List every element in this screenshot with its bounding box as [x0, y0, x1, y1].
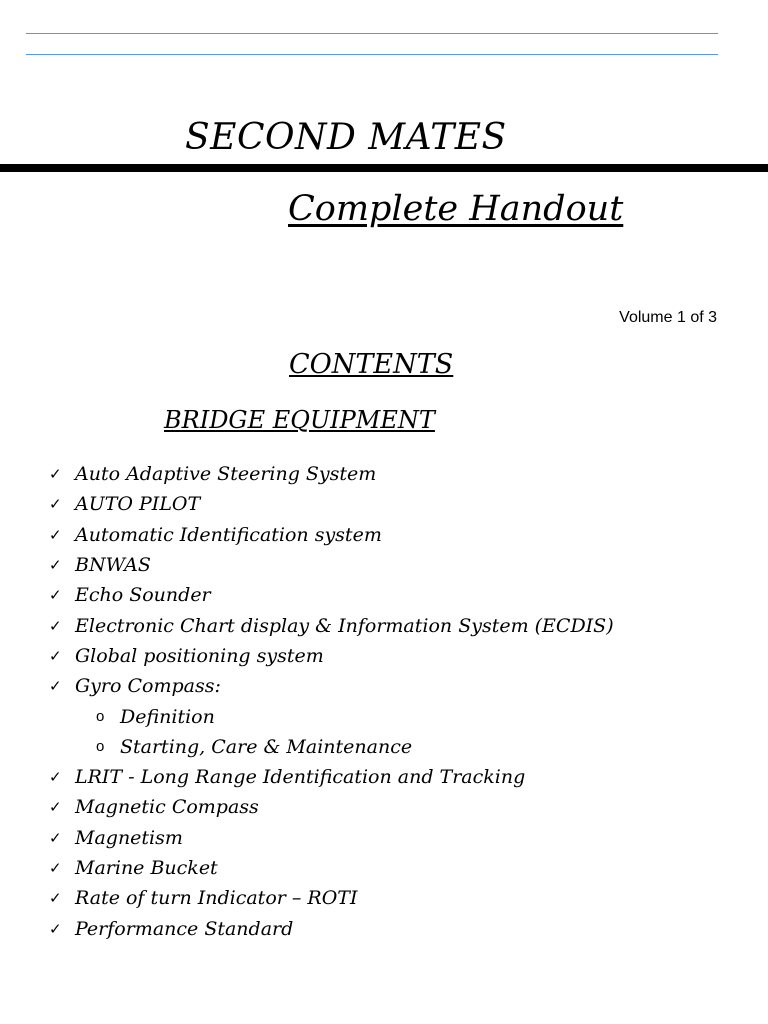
checkmark-icon: ✓: [49, 495, 62, 514]
checkmark-icon: ✓: [49, 919, 62, 938]
volume-label: Volume 1 of 3: [619, 309, 717, 326]
contents-item-label: Echo Sounder: [75, 584, 211, 607]
contents-item: [0, 853, 768, 883]
checkmark-icon: ✓: [49, 859, 62, 877]
document-title: SECOND MATES: [185, 117, 507, 158]
checkmark-icon: ✓: [49, 768, 62, 787]
checkmark-icon: ✓: [49, 646, 62, 665]
title-divider-bar: [0, 164, 768, 172]
contents-item-label: Auto Adaptive Steering System: [75, 463, 377, 486]
section-heading: BRIDGE EQUIPMENT: [164, 406, 435, 434]
contents-item: [0, 610, 768, 640]
checkmark-icon: ✓: [49, 586, 62, 605]
contents-item-label: Magnetism: [75, 826, 183, 849]
checkmark-icon: ✓: [49, 889, 62, 908]
contents-item: [0, 459, 768, 489]
checkmark-icon: ✓: [49, 677, 62, 696]
contents-item-label: Magnetic Compass: [75, 796, 259, 819]
contents-item: [0, 913, 768, 943]
checkmark-icon: ✓: [49, 616, 62, 635]
checkmark-icon: ✓: [49, 798, 62, 817]
contents-item: [0, 883, 768, 913]
contents-subitem: [0, 701, 768, 731]
bullet-circle-icon: o: [96, 738, 105, 756]
contents-item: [0, 762, 768, 792]
contents-item: [0, 580, 768, 610]
contents-item-label: LRIT - Long Range Identification and Tracking: [75, 766, 526, 789]
contents-item: [0, 823, 768, 853]
contents-item: [0, 550, 768, 580]
contents-item-label: AUTO PILOT: [75, 493, 201, 516]
contents-item: [0, 671, 768, 701]
checkmark-icon: ✓: [49, 556, 62, 575]
contents-item-label: Performance Standard: [75, 917, 294, 940]
contents-item-label: Gyro Compass:: [75, 675, 221, 698]
bullet-circle-icon: o: [96, 708, 105, 726]
header-rule-top: [26, 33, 718, 34]
document-subtitle: Complete Handout: [288, 189, 624, 229]
header-rule-bottom: [26, 54, 718, 55]
contents-heading: CONTENTS: [289, 349, 454, 380]
contents-item-label: Starting, Care & Maintenance: [120, 735, 413, 758]
contents-list: [0, 459, 768, 944]
contents-item-label: BNWAS: [75, 554, 151, 577]
contents-item-label: Global positioning system: [75, 644, 324, 667]
checkmark-icon: ✓: [49, 828, 62, 847]
contents-item: [0, 792, 768, 822]
contents-item: [0, 520, 768, 550]
contents-item-label: Electronic Chart display & Information System (ECDIS): [75, 614, 614, 637]
contents-item: [0, 641, 768, 671]
contents-item-label: Marine Bucket: [75, 857, 218, 879]
contents-item-label: Rate of turn Indicator – ROTI: [75, 887, 358, 910]
contents-item-label: Automatic Identification system: [75, 523, 382, 546]
contents-item: [0, 489, 768, 519]
contents-subitem: [0, 732, 768, 762]
contents-item-label: Definition: [120, 705, 215, 728]
checkmark-icon: ✓: [49, 525, 62, 544]
checkmark-icon: ✓: [49, 465, 62, 484]
